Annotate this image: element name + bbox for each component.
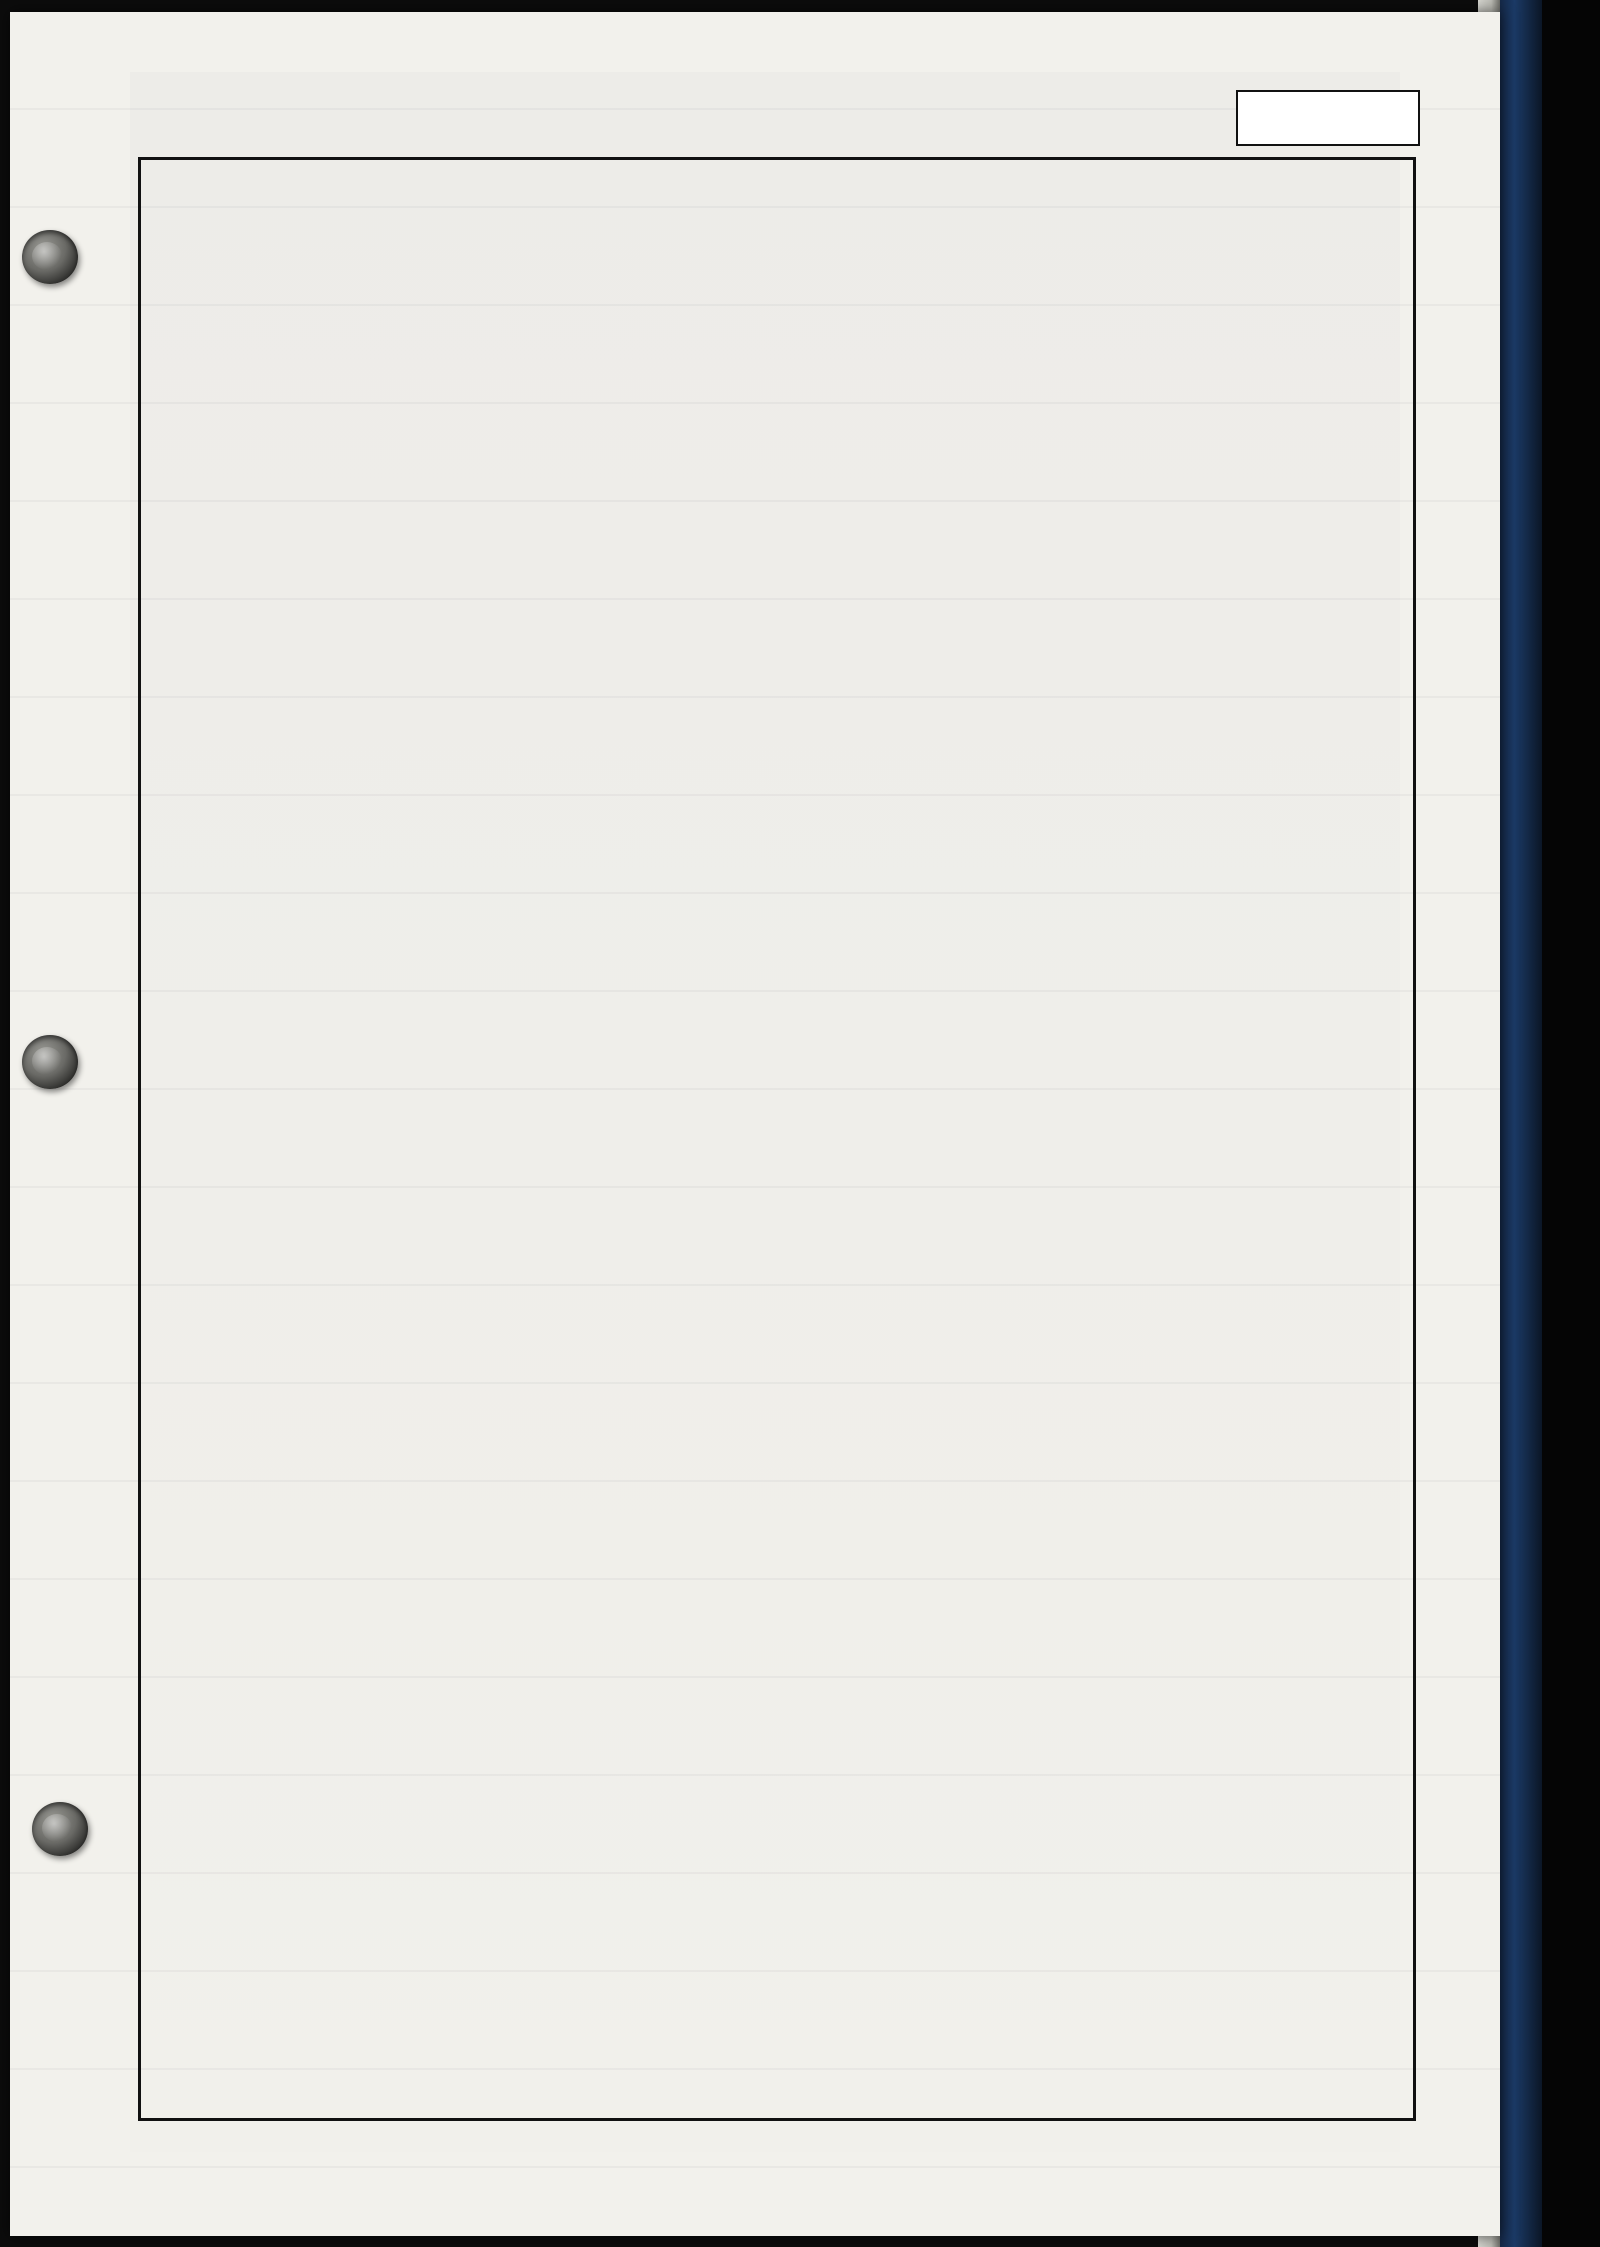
page-code-box (1236, 90, 1420, 146)
binder-hole (22, 1035, 78, 1089)
binder-spine (1496, 0, 1542, 2247)
catalog-table (138, 157, 1416, 2121)
scan-right-edge (1540, 0, 1600, 2247)
binder-hole (22, 230, 78, 284)
album-page (10, 12, 1500, 2236)
binder-hole (32, 1802, 88, 1856)
